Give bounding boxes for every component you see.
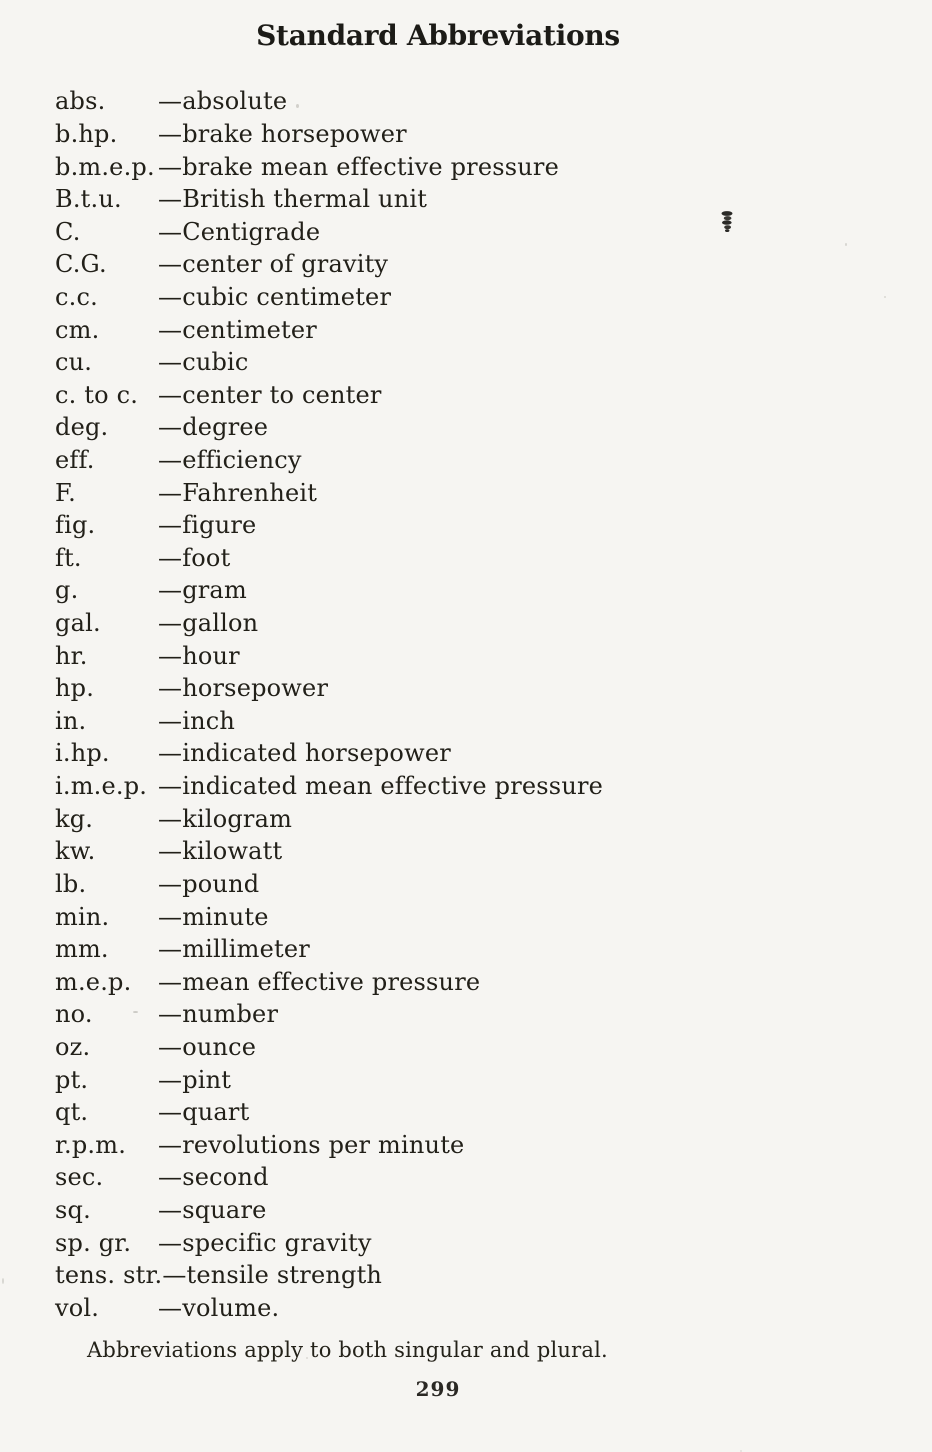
paper-speck xyxy=(845,243,847,246)
paper-speck xyxy=(2,1278,4,1284)
abbreviation: sp. gr. xyxy=(55,1228,132,1257)
paper-speck xyxy=(133,1011,138,1013)
definition: —mean effective pressure xyxy=(158,967,481,996)
definition: —center to center xyxy=(158,380,382,409)
definition: —volume. xyxy=(158,1293,280,1322)
abbreviation: qt. xyxy=(55,1098,89,1127)
list-item xyxy=(55,476,755,509)
definition: —centimeter xyxy=(158,315,317,344)
definition: —Centigrade xyxy=(158,217,321,246)
list-item xyxy=(55,346,755,379)
abbreviation: deg. xyxy=(55,413,109,442)
list-item xyxy=(55,150,755,183)
definition: —number xyxy=(158,1000,279,1029)
list-item xyxy=(55,868,755,901)
abbreviation: C.G. xyxy=(55,250,107,279)
abbreviation: pt. xyxy=(55,1065,89,1094)
abbreviation: eff. xyxy=(55,446,95,474)
abbreviation: c. to c. xyxy=(55,380,139,409)
abbreviation-list xyxy=(55,85,755,1324)
list-item xyxy=(55,1292,755,1325)
list-item xyxy=(55,444,755,477)
abbreviation: no. xyxy=(55,1000,93,1029)
definition: —indicated horsepower xyxy=(158,739,451,768)
list-item xyxy=(55,770,755,803)
definition: —hour xyxy=(158,641,240,670)
abbreviation: lb. xyxy=(55,869,87,898)
list-item xyxy=(55,998,755,1031)
definition: —foot xyxy=(158,543,231,572)
list-item xyxy=(55,1129,755,1162)
definition: —indicated mean effective pressure xyxy=(158,772,604,801)
abbreviation: cu. xyxy=(55,348,93,377)
list-item xyxy=(55,1031,755,1064)
definition: —millimeter xyxy=(158,935,310,964)
definition: —gram xyxy=(158,576,247,605)
abbreviation: F. xyxy=(55,478,76,507)
list-item xyxy=(55,574,755,607)
abbreviation: B.t.u. xyxy=(55,185,122,214)
definition: —gallon xyxy=(158,609,259,638)
list-item xyxy=(55,313,755,346)
list-item xyxy=(55,639,755,672)
abbreviation: i.m.e.p. xyxy=(55,772,148,801)
definition: —figure xyxy=(158,511,257,540)
definition: —pint xyxy=(158,1065,232,1094)
abbreviation: r.p.m. xyxy=(55,1130,127,1159)
definition: —cubic centimeter xyxy=(158,282,392,311)
list-item xyxy=(55,835,755,868)
definition: —kilogram xyxy=(158,804,293,833)
list-item xyxy=(55,411,755,444)
list-item xyxy=(55,542,755,575)
abbreviation: b.hp. xyxy=(55,119,118,148)
abbreviation: C. xyxy=(55,217,81,246)
list-item xyxy=(55,607,755,640)
abbreviation: hp. xyxy=(55,674,95,703)
abbreviation: b.m.e.p. xyxy=(55,152,155,181)
abbreviation: kw. xyxy=(55,837,96,866)
page-number: 299 xyxy=(415,1377,461,1401)
definition: —efficiency xyxy=(158,446,302,474)
abbreviation: sec. xyxy=(55,1163,104,1192)
definition: —kilowatt xyxy=(158,837,283,866)
abbreviation: min. xyxy=(55,902,110,931)
abbreviation: vol. xyxy=(55,1293,100,1322)
definition: —brake mean effective pressure xyxy=(158,152,560,181)
list-item xyxy=(55,1096,755,1129)
list-item xyxy=(55,85,755,118)
list-item xyxy=(55,378,755,411)
definition: —inch xyxy=(158,706,236,735)
definition: —minute xyxy=(158,902,269,931)
list-item xyxy=(55,1161,755,1194)
abbreviation: m.e.p. xyxy=(55,967,132,996)
list-item xyxy=(55,118,755,151)
abbreviation: ft. xyxy=(55,543,82,572)
abbreviation: mm. xyxy=(55,935,109,964)
list-item xyxy=(55,705,755,738)
definition: —second xyxy=(158,1163,269,1192)
list-item xyxy=(55,215,755,248)
abbreviation: i.hp. xyxy=(55,739,110,768)
page-title: Standard Abbreviations xyxy=(256,19,620,52)
paper-speck xyxy=(306,1357,308,1359)
definition: —brake horsepower xyxy=(158,119,407,148)
definition: —quart xyxy=(158,1098,250,1127)
footnote: Abbreviations apply to both singular and plural. xyxy=(87,1338,608,1362)
list-item xyxy=(55,802,755,835)
list-item xyxy=(55,900,755,933)
definition: —British thermal unit xyxy=(158,185,428,214)
definition: —horsepower xyxy=(158,674,329,703)
abbreviation: hr. xyxy=(55,641,88,670)
abbreviation: c.c. xyxy=(55,282,98,311)
list-item xyxy=(55,281,755,314)
list-item xyxy=(55,1226,755,1259)
definition: —Fahrenheit xyxy=(158,478,318,507)
list-item xyxy=(55,248,755,281)
definition: —specific gravity xyxy=(158,1228,372,1257)
definition: —center of gravity xyxy=(158,250,389,279)
abbreviation: tens. str. xyxy=(55,1261,163,1290)
list-item xyxy=(55,672,755,705)
list-item xyxy=(55,1194,755,1227)
definition: —tensile strength xyxy=(162,1261,383,1290)
definition: —absolute xyxy=(158,87,288,116)
abbreviation: abs. xyxy=(55,87,106,116)
abbreviation: sq. xyxy=(55,1196,91,1225)
abbreviation: oz. xyxy=(55,1032,91,1061)
definition: —cubic xyxy=(158,348,249,377)
list-item xyxy=(55,933,755,966)
paper-speck xyxy=(296,104,299,108)
definition: —ounce xyxy=(158,1032,257,1061)
abbreviation: kg. xyxy=(55,804,94,833)
list-item xyxy=(55,965,755,998)
abbreviation: cm. xyxy=(55,315,100,344)
list-item xyxy=(55,1259,755,1292)
abbreviation: gal. xyxy=(55,609,101,638)
abbreviation: g. xyxy=(55,576,79,605)
list-item xyxy=(55,737,755,770)
definition: —degree xyxy=(158,413,269,442)
definition: —square xyxy=(158,1196,267,1225)
abbreviation: in. xyxy=(55,706,87,735)
list-item xyxy=(55,183,755,216)
list-item xyxy=(55,1063,755,1096)
definition: —revolutions per minute xyxy=(158,1130,465,1159)
paper-speck xyxy=(884,296,886,298)
definition: —pound xyxy=(158,869,260,898)
abbreviation: fig. xyxy=(55,511,96,540)
list-item xyxy=(55,509,755,542)
